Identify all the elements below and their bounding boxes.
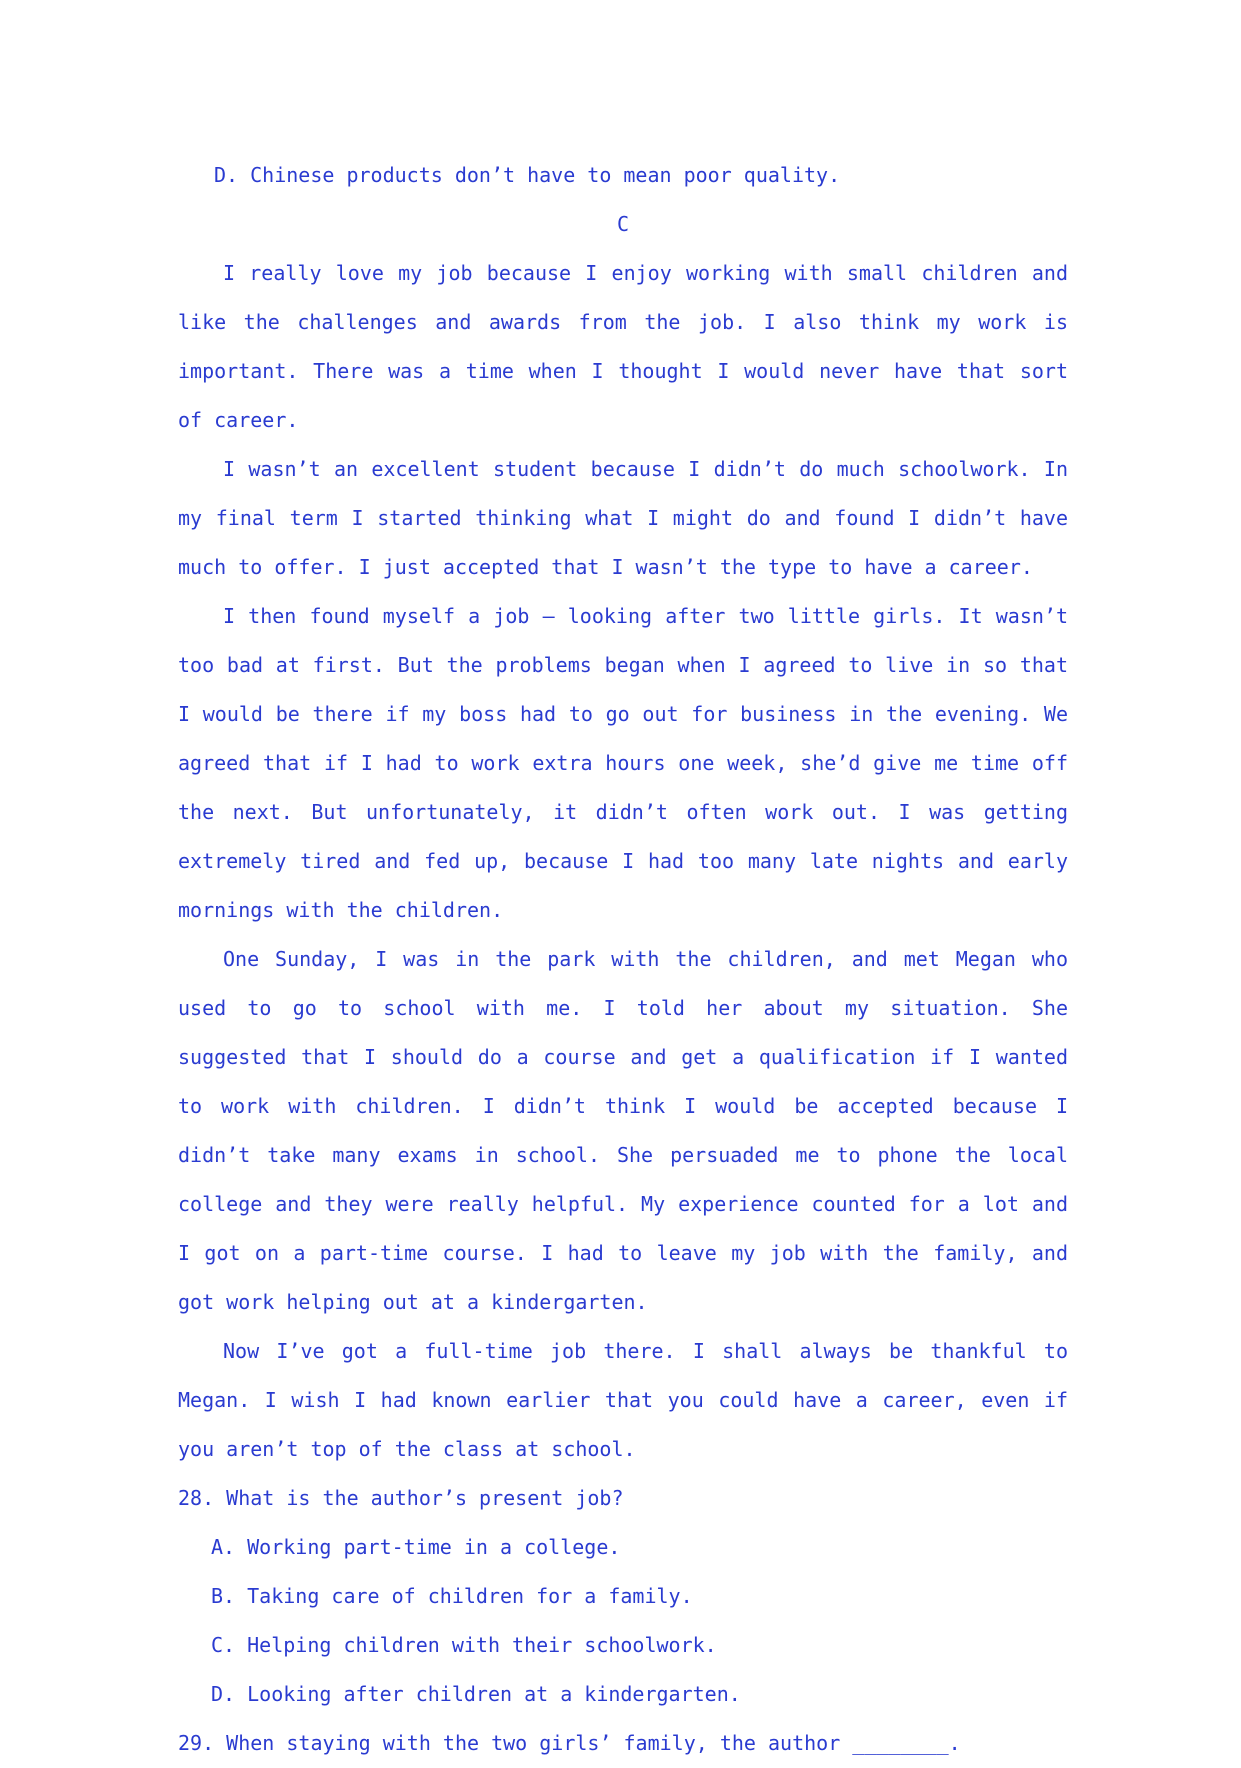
question-28-option-d: D. Looking after children at a kindergarten. [211,1682,741,1706]
passage-paragraph-1: I really love my job because I enjoy working with small children and like the challenges and awards from the job. I also think my work is important. There was a time when I thought I would never have that sort of career. [178,261,1068,432]
question-29-stem: 29. When staying with the two girls’ family, the author ________. [178,1731,961,1755]
question-28-option-c: C. Helping children with their schoolwork. [211,1633,717,1657]
question-28-option-a: A. Working part-time in a college. [211,1535,621,1559]
passage-paragraph-5: Now I’ve got a full-time job there. I shall always be thankful to Megan. I wish I had known earlier that you could have a career, even if you aren’t top of the class at school. [178,1339,1068,1461]
passage-paragraph-3: I then found myself a job — looking after two little girls. It wasn’t too bad at first. But the problems began when I agreed to live in so that I would be there if my boss had to go out for business in the evening. We agreed that if I had to work extra hours one week, she’d give me time off the next. But unfortunately, it didn’t often work out. I was getting extremely tired and fed up, because I had too many late nights and early mornings with the children. [178,604,1068,922]
question-28-stem: 28. What is the author’s present job? [178,1486,624,1510]
passage-paragraph-2: I wasn’t an excellent student because I didn’t do much schoolwork. In my final term I started thinking what I might do and found I didn’t have much to offer. I just accepted that I wasn’t the type to have a career. [178,457,1068,579]
passage-section-letter: C [616,212,630,236]
previous-question-option-d: D. Chinese products don’t have to mean poor quality. [214,163,841,187]
document-page [178,151,1068,1768]
question-28-option-b: B. Taking care of children for a family. [211,1584,693,1608]
passage-paragraph-4: One Sunday, I was in the park with the children, and met Megan who used to go to school with me. I told her about my situation. She suggested that I should do a course and get a qualification if I wanted to work with children. I didn’t think I would be accepted because I didn’t take many exams in school. She persuaded me to phone the local college and they were really helpful. My experience counted for a lot and I got on a part-time course. I had to leave my job with the family, and got work helping out at a kindergarten. [178,947,1068,1314]
